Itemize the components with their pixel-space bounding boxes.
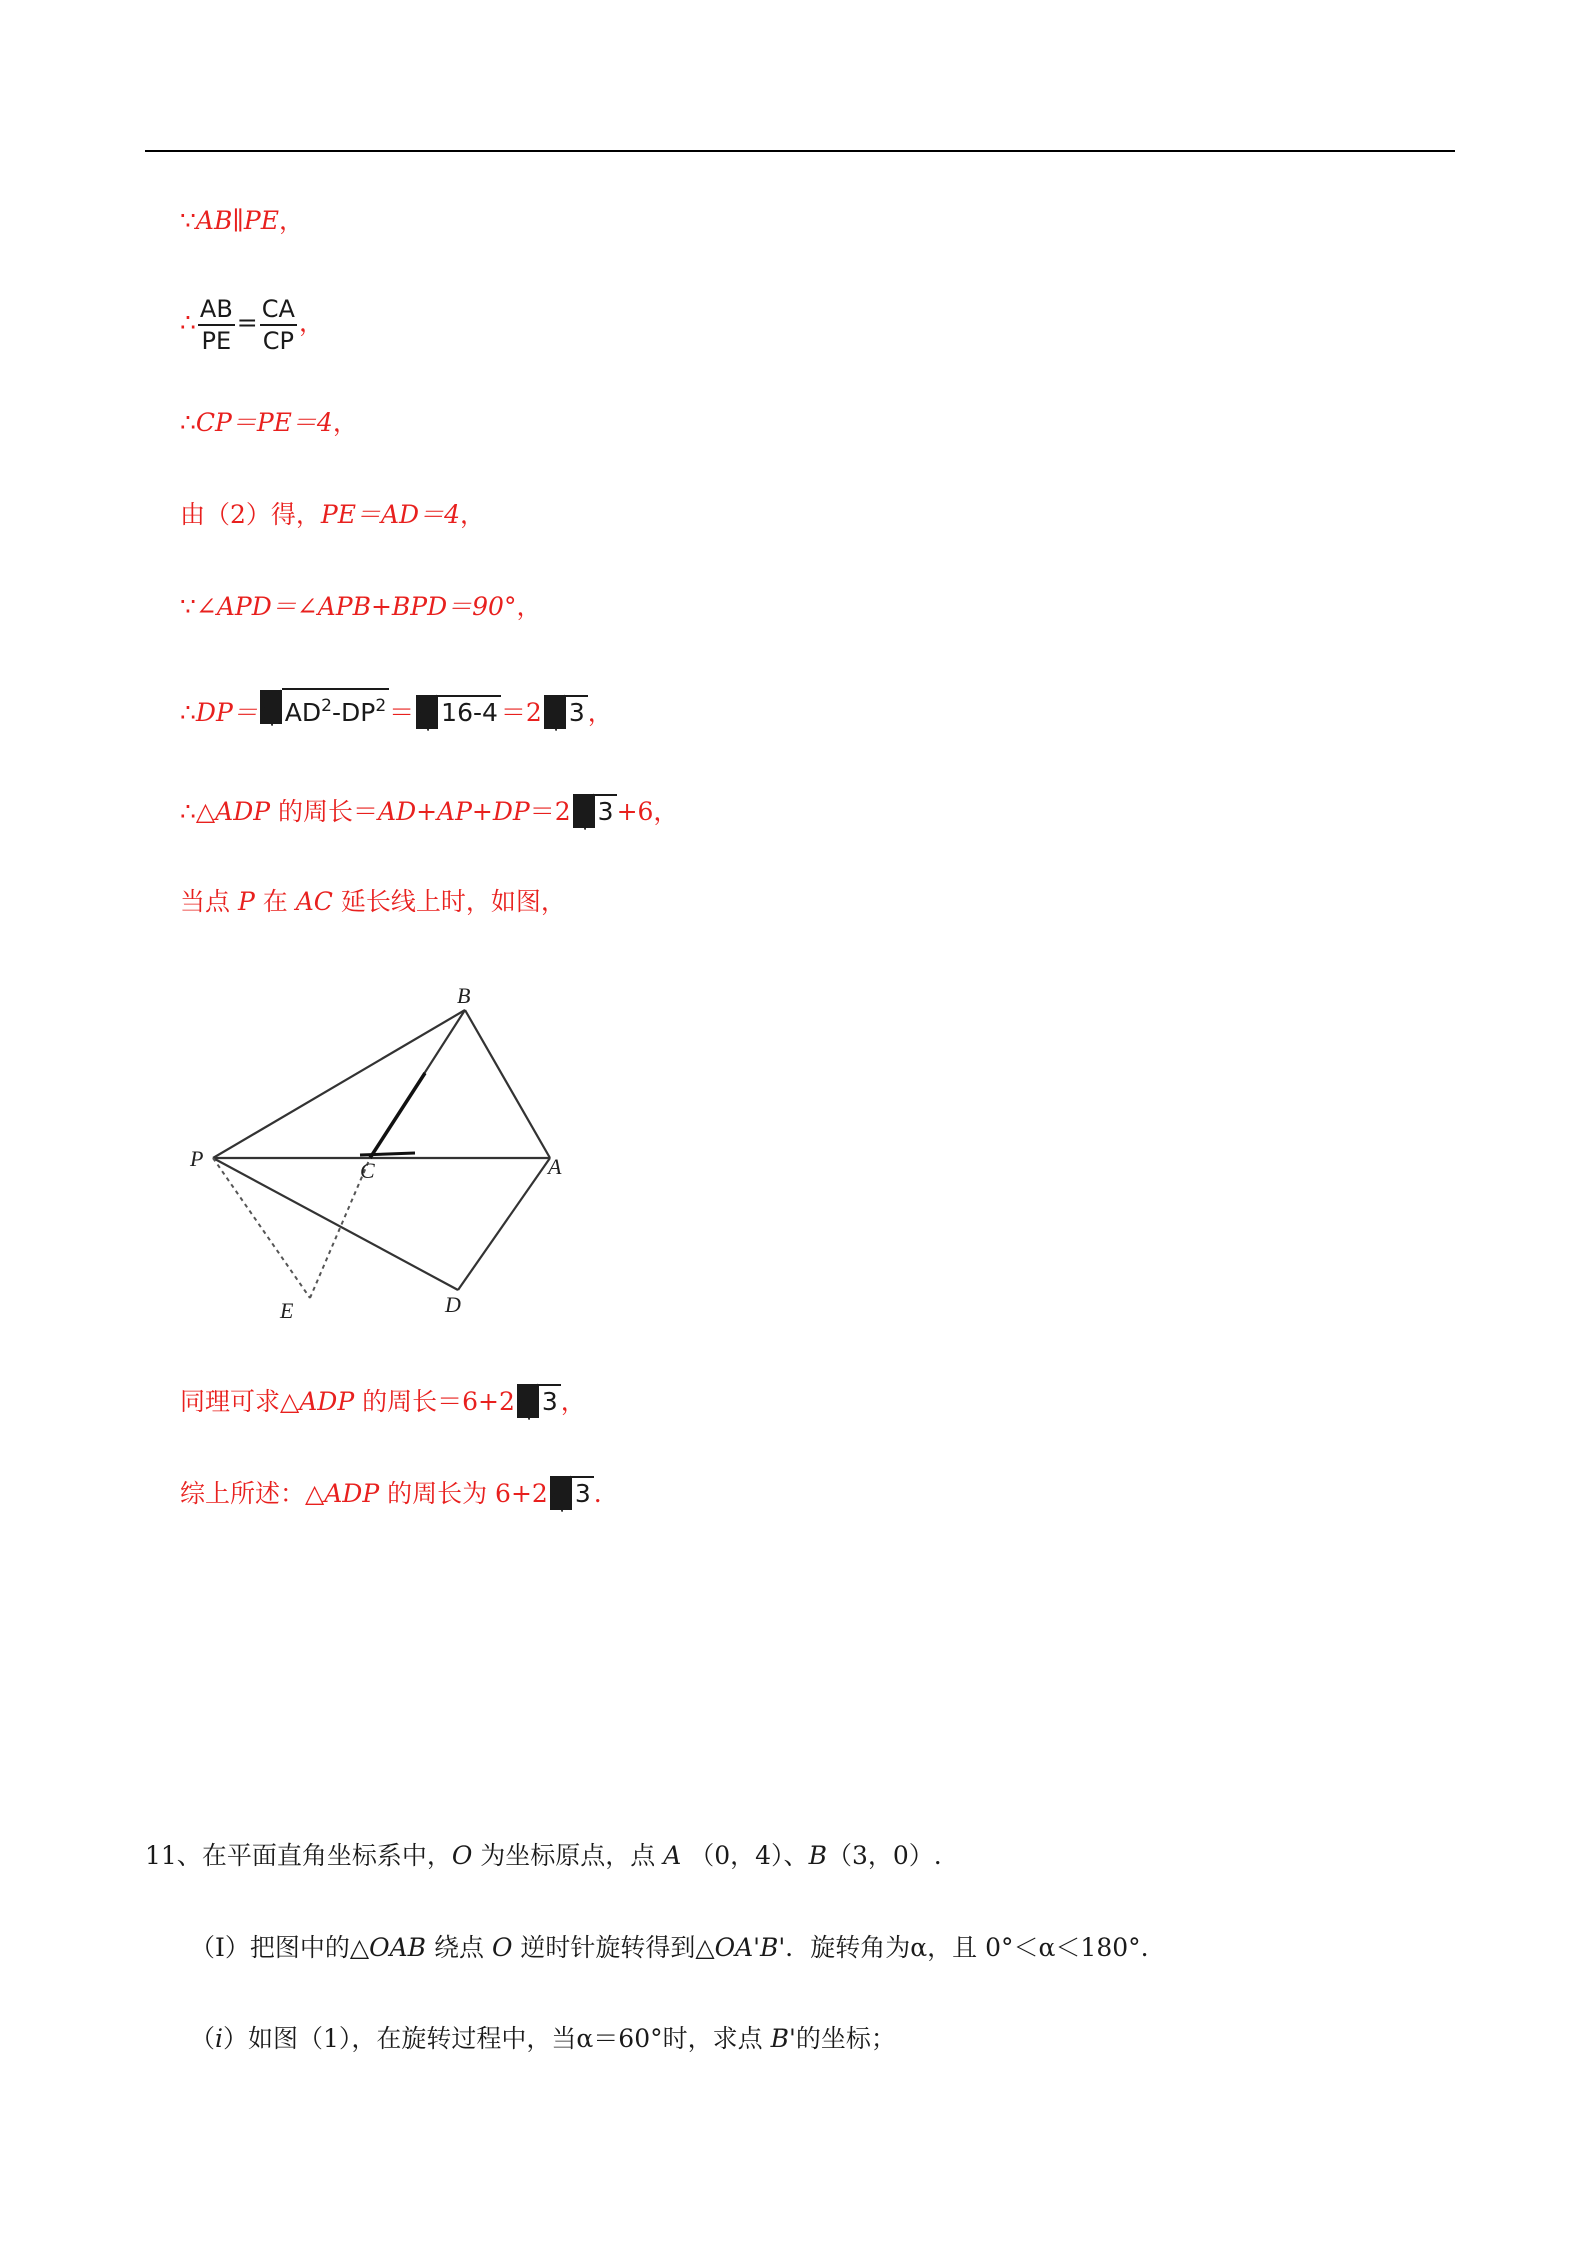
solution-line-7: ∴△ADP 的周长＝AD+AP+DP＝2 3 +6， <box>180 792 678 832</box>
label-p: P <box>190 1146 204 1171</box>
label-b: B <box>457 983 471 1008</box>
solution-line-3: ∴CP＝PE＝4， <box>180 408 358 437</box>
fraction-ab-pe: $\frac{AB}{PE}$ <box>199 294 233 355</box>
therefore-symbol: ∴ <box>180 698 196 727</box>
segment-pe-dashed <box>213 1158 310 1298</box>
segment-da <box>458 1158 550 1290</box>
radical-3: 3 <box>517 1382 561 1422</box>
radical-3: 3 <box>550 1474 594 1514</box>
label-d: D <box>445 1292 461 1317</box>
solution-line-9: 同理可求△ADP 的周长＝6+2 3 ， <box>180 1382 586 1422</box>
problem-11-part-1-i: （i）如图（1），在旋转过程中，当α＝60°时，求点 B'的坐标； <box>190 2024 896 2053</box>
problem-number: 11、 <box>145 1841 202 1870</box>
fraction-ca-cp: $\frac{CA}{CP}$ <box>261 294 295 355</box>
solution-line-5: ∵∠APD＝∠APB+BPD＝90°， <box>180 592 542 621</box>
radical-16-4: 16-4 <box>416 693 501 733</box>
solution-line-8: 当点 P 在 AC 延长线上时，如图， <box>180 887 566 916</box>
header-rule <box>145 150 1455 152</box>
solution-line-10: 综上所述：△ADP 的周长为 6+2 3 . <box>180 1474 602 1514</box>
solution-line-2: ∴ $\frac{AB}{PE}$ = $\frac{CA}{CP}$ ， <box>180 294 324 355</box>
therefore-symbol: ∴ <box>180 308 196 337</box>
radical-ad2-dp2: $AD^2-DP^2$ <box>260 688 389 733</box>
because-symbol: ∵ <box>180 206 196 235</box>
segment-ba <box>465 1010 550 1158</box>
solution-line-6: ∴DP＝ $AD^2-DP^2$ ＝ 16-4 ＝2 3 ， <box>180 688 613 733</box>
segment-pb <box>213 1010 465 1158</box>
geometry-figure <box>180 975 600 1335</box>
label-c: C <box>360 1158 375 1183</box>
tick-mark-c <box>360 1153 415 1155</box>
segment-cb-bold <box>370 1073 425 1158</box>
segment-pd <box>213 1158 458 1290</box>
radical-3: 3 <box>544 693 588 733</box>
parallel-statement: AB∥PE <box>195 206 279 235</box>
therefore-symbol: ∴ <box>180 408 196 437</box>
because-symbol: ∵ <box>180 592 196 621</box>
solution-line-1: ∵AB∥PE， <box>180 206 304 235</box>
label-a: A <box>548 1154 562 1179</box>
solution-line-4: 由（2）得，PE＝AD＝4， <box>180 500 485 529</box>
label-e: E <box>280 1298 294 1323</box>
problem-11-statement: 11、在平面直角坐标系中，O 为坐标原点，点 A （0，4）、B（3，0）. <box>145 1841 942 1870</box>
problem-11-part-1: （I）把图中的△OAB 绕点 O 逆时针旋转得到△OA'B'．旋转角为α，且 0°＜α＜180°. <box>190 1933 1149 1962</box>
radical-3: 3 <box>573 792 617 832</box>
